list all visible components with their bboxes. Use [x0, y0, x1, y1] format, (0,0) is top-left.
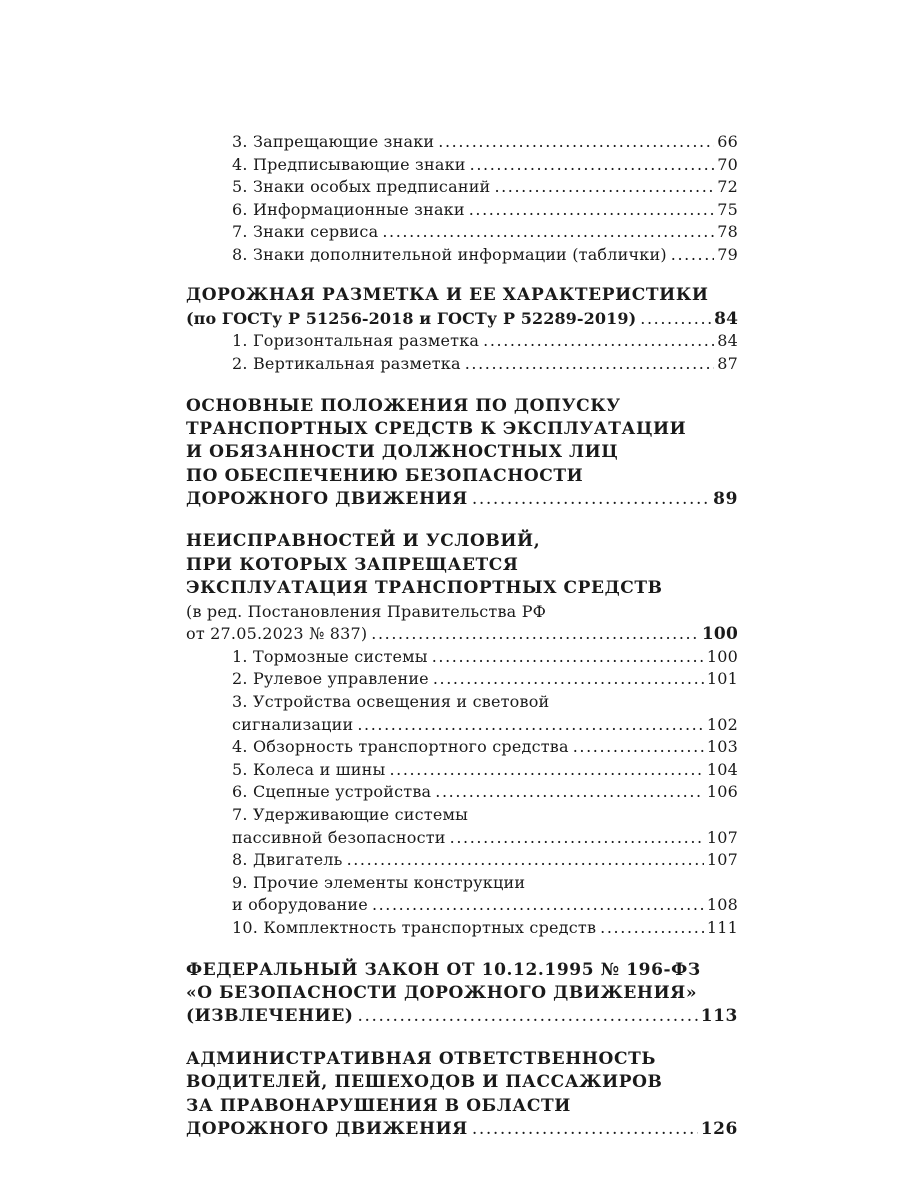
toc-entry-page: 106	[706, 782, 738, 802]
toc-entry[interactable]	[186, 623, 738, 646]
toc-entry-title: 8. Знаки дополнительной информации (таблички)	[232, 244, 667, 264]
toc-entry[interactable]	[186, 199, 738, 222]
heading-text: ОСНОВНЫЕ ПОЛОЖЕНИЯ ПО ДОПУСКУ	[186, 395, 621, 416]
toc-section-federal-law	[186, 959, 738, 1029]
toc-entry-page: 100	[701, 624, 738, 645]
toc-entry-title: 4. Предписывающие знаки	[232, 154, 466, 174]
toc-entry-title: 5. Колеса и шины	[232, 759, 386, 779]
toc-entry-page: 108	[706, 895, 738, 915]
toc-entry-title: 2. Рулевое управление	[232, 669, 429, 689]
toc-entry-title: (ИЗВЛЕЧЕНИЕ)	[186, 1006, 354, 1027]
heading-text: ЗА ПРАВОНАРУШЕНИЯ В ОБЛАСТИ	[186, 1095, 571, 1116]
toc-entry-title: от 27.05.2023 № 837)	[186, 624, 368, 644]
toc-entry[interactable]	[186, 244, 738, 267]
toc-entry-page: 75	[717, 199, 738, 219]
dot-leader	[573, 736, 704, 759]
toc-entry-line	[186, 804, 738, 827]
toc-entry-page: 79	[717, 244, 738, 264]
heading-text: ЭКСПЛУАТАЦИЯ ТРАНСПОРТНЫХ СРЕДСТВ	[186, 578, 663, 599]
toc-entry-page: 78	[717, 222, 738, 242]
heading-text: ПО ОБЕСПЕЧЕНИЮ БЕЗОПАСНОСТИ	[186, 465, 584, 486]
toc-entry[interactable]	[186, 176, 738, 199]
toc-entry-title: (по ГОСТу Р 51256-2018 и ГОСТу Р 52289-2019)	[186, 308, 637, 328]
toc-entry-page: 84	[714, 308, 738, 329]
heading-text: НЕИСПРАВНОСТЕЙ И УСЛОВИЙ,	[186, 531, 541, 552]
toc-entry-line	[186, 872, 738, 895]
toc-entry-page: 126	[700, 1118, 738, 1139]
toc-entry-title: ДОРОЖНОГО ДВИЖЕНИЯ	[186, 1118, 468, 1139]
section-heading-line	[186, 1048, 738, 1071]
toc-entry-page: 100	[706, 646, 738, 666]
dot-leader	[432, 646, 704, 669]
toc-entry[interactable]	[186, 330, 738, 353]
dot-leader	[472, 488, 710, 511]
toc-entry-title: 5. Знаки особых предписаний	[232, 177, 491, 197]
toc-entry-page: 72	[717, 177, 738, 197]
toc-entry-title: 3. Запрещающие знаки	[232, 132, 435, 151]
toc-section-provisions	[186, 395, 738, 512]
toc-entry-page: 101	[706, 669, 738, 689]
toc-entry-page: 107	[706, 827, 738, 847]
dot-leader	[470, 154, 715, 177]
toc-entry[interactable]	[186, 714, 738, 737]
heading-text: ВОДИТЕЛЕЙ, ПЕШЕХОДОВ И ПАССАЖИРОВ	[186, 1072, 663, 1093]
table-of-contents	[186, 131, 738, 1141]
toc-entry[interactable]	[186, 1005, 738, 1028]
toc-entry-title: и оборудование	[232, 895, 368, 915]
dot-leader	[640, 307, 711, 330]
dot-leader	[371, 623, 699, 646]
dot-leader	[483, 330, 714, 353]
section-heading-line	[186, 441, 738, 464]
toc-entry[interactable]	[186, 1118, 738, 1141]
section-heading-line	[186, 1095, 738, 1118]
toc-entry-page: 111	[706, 917, 738, 937]
toc-entry-page: 103	[706, 737, 738, 757]
toc-entry[interactable]	[186, 353, 738, 376]
toc-entry-page: 89	[713, 489, 738, 510]
toc-entry-title: 10. Комплектность транспортных средств	[232, 917, 597, 937]
toc-entry-page: 104	[706, 759, 738, 779]
dot-leader	[358, 1005, 698, 1028]
dot-leader	[469, 199, 714, 222]
dot-leader	[465, 353, 714, 376]
dot-leader	[472, 1118, 698, 1141]
toc-section-markings	[186, 284, 738, 376]
toc-entry-title: 9. Прочие элементы конструкции	[232, 872, 526, 892]
dot-leader	[347, 849, 704, 872]
section-heading-line	[186, 530, 738, 553]
dot-leader	[671, 244, 714, 267]
toc-entry-page: 87	[717, 353, 738, 373]
toc-entry-title: 7. Удерживающие системы	[232, 805, 469, 824]
heading-text: ТРАНСПОРТНЫХ СРЕДСТВ К ЭКСПЛУАТАЦИИ	[186, 418, 687, 439]
toc-entry-page: 84	[717, 331, 738, 351]
toc-entry-title: пассивной безопасности	[232, 827, 446, 847]
section-heading-line: ДОРОЖНАЯ РАЗМЕТКА И ЕЕ ХАРАКТЕРИСТИКИ	[186, 284, 709, 305]
toc-entry-page: 107	[706, 850, 738, 870]
toc-section-faults	[186, 530, 738, 939]
toc-entry-title: 6. Сцепные устройства	[232, 782, 432, 802]
toc-entry[interactable]	[186, 221, 738, 244]
toc-entry[interactable]	[186, 154, 738, 177]
toc-entry-line	[186, 691, 738, 714]
toc-entry-title: 6. Информационные знаки	[232, 199, 465, 219]
dot-leader	[600, 917, 704, 940]
heading-text: «О БЕЗОПАСНОСТИ ДОРОЖНОГО ДВИЖЕНИЯ»	[186, 982, 698, 1003]
toc-entry-page: 66	[717, 132, 738, 151]
toc-entry-title: 1. Горизонтальная разметка	[232, 331, 480, 351]
toc-section-responsibility	[186, 1048, 738, 1142]
toc-entry-title: ДОРОЖНОГО ДВИЖЕНИЯ	[186, 489, 468, 510]
dot-leader	[433, 668, 704, 691]
toc-section-signs	[186, 131, 738, 267]
dot-leader	[357, 714, 704, 737]
toc-entry[interactable]	[186, 488, 738, 511]
toc-entry-title: 7. Знаки сервиса	[232, 222, 379, 242]
section-heading-line	[186, 959, 738, 982]
heading-text: И ОБЯЗАННОСТИ ДОЛЖНОСТНЫХ ЛИЦ	[186, 442, 619, 463]
toc-entry-title: 8. Двигатель	[232, 850, 343, 870]
toc-entry[interactable]	[186, 307, 738, 330]
toc-entry[interactable]	[186, 131, 738, 154]
section-heading-line	[186, 1071, 738, 1094]
heading-text: АДМИНИСТРАТИВНАЯ ОТВЕТСТВЕННОСТЬ	[186, 1048, 656, 1069]
toc-entry[interactable]	[186, 759, 738, 782]
toc-entry-title: 2. Вертикальная разметка	[232, 353, 461, 373]
section-heading-line	[186, 982, 738, 1005]
toc-entry[interactable]	[186, 849, 738, 872]
note-text: (в ред. Постановления Правительства РФ	[186, 601, 547, 621]
section-heading-line	[186, 465, 738, 488]
toc-entry-title: 3. Устройства освещения и световой	[232, 692, 550, 712]
toc-entry[interactable]	[186, 917, 738, 940]
toc-entry-page: 113	[700, 1006, 738, 1027]
dot-leader	[494, 176, 714, 199]
dot-leader	[435, 781, 704, 804]
heading-text: ФЕДЕРАЛЬНЫЙ ЗАКОН ОТ 10.12.1995 № 196-ФЗ	[186, 959, 701, 980]
toc-entry-title: 1. Тормозные системы	[232, 646, 428, 666]
heading-text: ПРИ КОТОРЫХ ЗАПРЕЩАЕТСЯ	[186, 554, 519, 575]
section-note-line	[186, 601, 738, 624]
section-heading-line	[186, 418, 738, 441]
toc-entry-title: сигнализации	[232, 714, 354, 734]
dot-leader	[389, 759, 703, 782]
toc-entry[interactable]	[186, 894, 738, 917]
toc-entry[interactable]	[186, 736, 738, 759]
dot-leader	[382, 221, 714, 244]
toc-entry[interactable]	[186, 668, 738, 691]
toc-entry[interactable]	[186, 646, 738, 669]
section-heading-line	[186, 395, 738, 418]
toc-entry-page: 70	[717, 154, 738, 174]
toc-entry-title: 4. Обзорность транспортного средства	[232, 737, 569, 757]
section-heading-line	[186, 577, 738, 600]
section-heading-line	[186, 554, 738, 577]
dot-leader	[438, 131, 714, 154]
dot-leader	[372, 894, 704, 917]
section-heading	[186, 284, 738, 307]
toc-entry[interactable]	[186, 781, 738, 804]
dot-leader	[450, 827, 704, 850]
toc-entry-page: 102	[706, 714, 738, 734]
toc-entry[interactable]	[186, 827, 738, 850]
